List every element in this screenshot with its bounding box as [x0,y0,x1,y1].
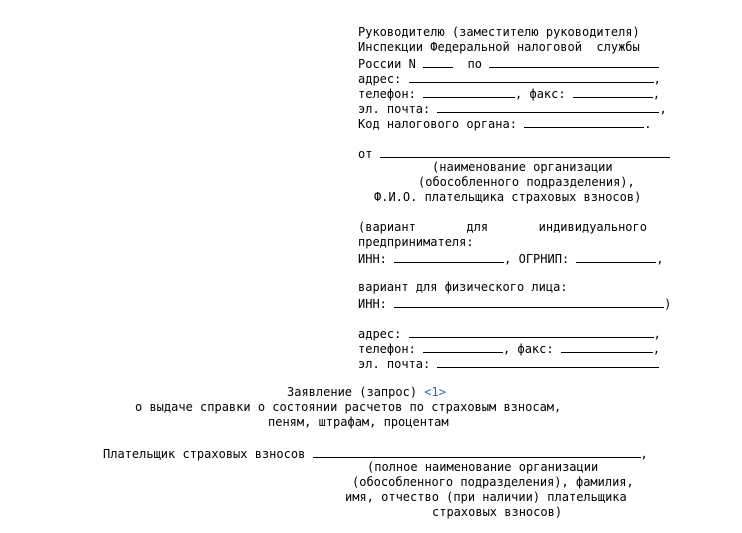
russia-label: России N [358,57,416,71]
ogrnip-field[interactable] [576,250,656,263]
ogrnip-label: , ОГРНИП: [504,252,570,266]
recipient-line2: Инспекции Федеральной налоговой службы [358,40,640,54]
person-variant-label: вариант для физического лица: [358,280,568,294]
inn2-label: ИНН: [358,297,387,311]
recipient-phone-row: телефон: , факс: , [358,87,661,101]
inspection-number-field[interactable] [423,55,453,68]
sender-fax-field[interactable] [561,340,653,353]
recipient-line3 [358,55,659,70]
footnote-link[interactable]: <1> [424,385,446,399]
person-inn-row [358,295,671,310]
recipient-phone-field[interactable] [423,85,515,98]
sender-email-row [358,355,659,370]
recipient-email-row: эл. почта: , [358,102,667,116]
statement-title: Заявление (запрос) [287,385,418,399]
recipient-line1: Руководителю (заместителю руководителя) [358,25,640,39]
sender-phone-label: телефон: [358,342,416,356]
sender-address-label: адрес: [358,327,402,341]
sender-phone-row: телефон: , факс: , [358,342,661,356]
by-label: по [467,57,482,71]
ip-inn-field[interactable] [394,250,504,263]
sender-hint-line1: (наименование организации [432,160,613,174]
recipient-fax-field[interactable] [573,85,653,98]
sender-address-field[interactable] [409,325,654,338]
fax-label: , факс: [515,87,566,101]
close-paren: ) [664,297,672,311]
sender-email-field[interactable] [437,355,659,368]
sender-hint-line3: Ф.И.О. плательщика страховых взносов) [374,190,642,204]
sender-hint-line2: (обособленного подразделения), [418,175,635,189]
ip-inn-row: ИНН: , ОГРНИП: , [358,252,664,266]
statement-title-row [287,385,446,400]
statement-subtitle1: о выдаче справки о состоянии расчетов по страховым взносам, [135,400,562,414]
payer-hint1: (полное наименование организации [367,460,599,474]
email-label: эл. почта: [358,102,431,116]
sender-address-row: адрес: , [358,327,661,341]
sender-email-label: эл. почта: [358,357,431,371]
recipient-email-field[interactable] [437,100,659,113]
from-row [358,145,670,160]
ip-variant-line2: предпринимателя: [358,235,474,249]
phone-label: телефон: [358,87,416,101]
recipient-address-row: адрес: , [358,72,661,86]
recipient-address-field[interactable] [409,70,654,83]
payer-name-field[interactable] [313,445,641,458]
tax-code-row: Код налогового органа: . [358,117,652,131]
ip-variant-line1: (вариант для индивидуального [358,220,647,234]
inspection-region-field[interactable] [489,55,659,68]
payer-hint4: страховых взносов) [432,505,563,519]
tax-code-field[interactable] [524,115,644,128]
payer-label: Плательщик страховых взносов [103,447,306,461]
sender-phone-field[interactable] [423,340,503,353]
sender-name-field[interactable] [380,145,670,158]
sender-fax-label: , факс: [503,342,554,356]
address-label: адрес: [358,72,402,86]
tax-code-label: Код налогового органа: [358,117,517,131]
statement-subtitle2: пеням, штрафам, процентам [268,415,449,429]
person-inn-field[interactable] [394,295,664,308]
payer-hint3: имя, отчество (при наличии) плательщика [345,490,627,504]
payer-hint2: (обособленного подразделения), фамилия, [352,475,634,489]
from-label: от [358,147,373,161]
payer-row: Плательщик страховых взносов , [103,447,648,461]
inn-label: ИНН: [358,252,387,266]
